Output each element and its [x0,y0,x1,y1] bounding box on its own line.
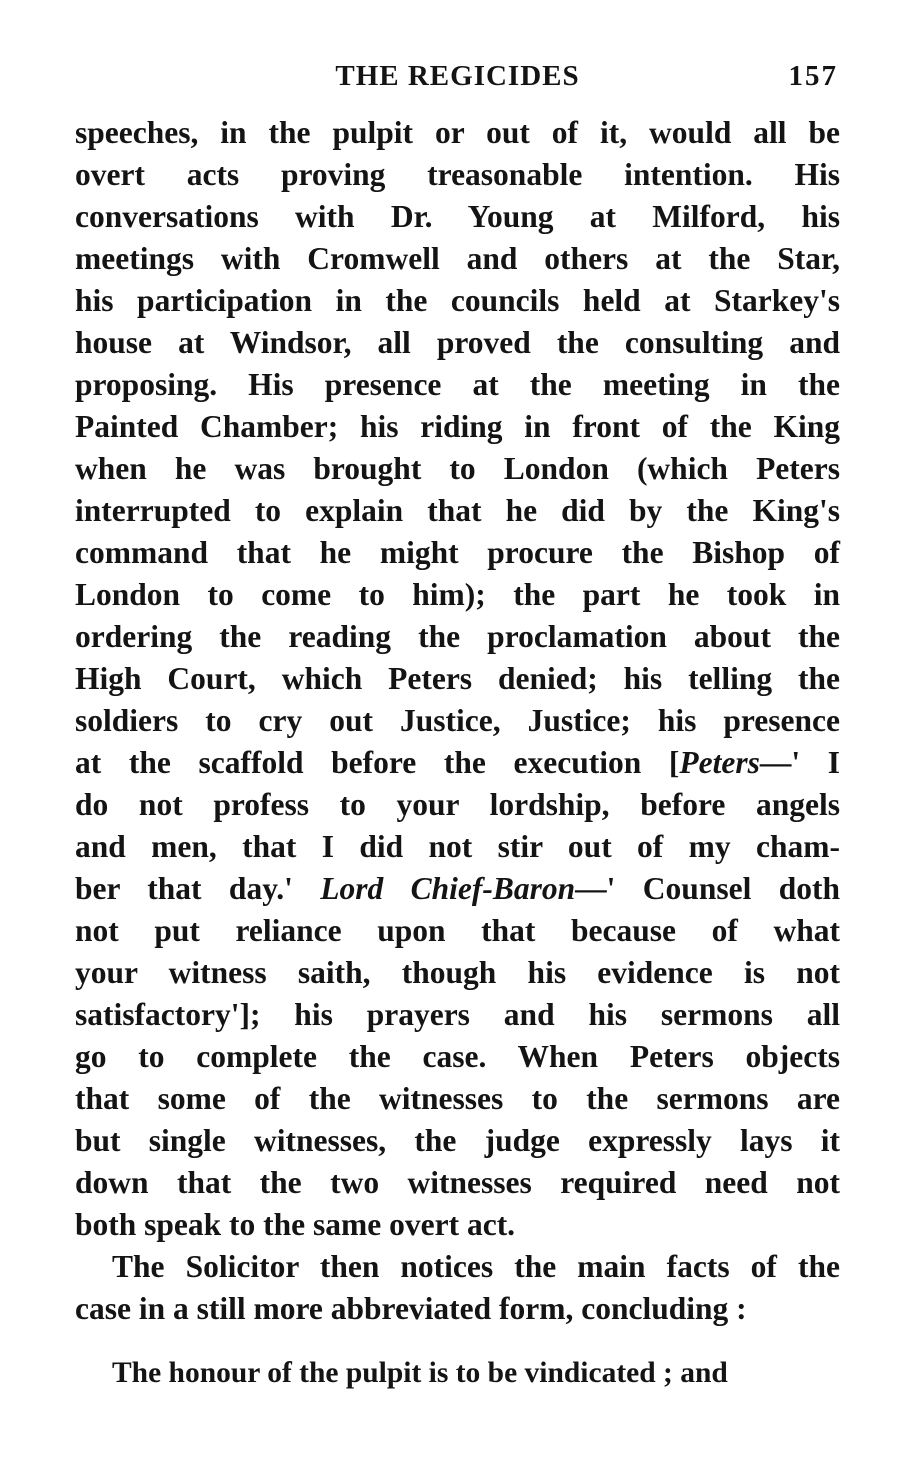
text-line: house at Windsor, all proved the consulting and [75,325,840,360]
text-line: High Court, which Peters denied; his telling the [75,661,840,696]
text-line: interrupted to explain that he did by the King's [75,493,840,528]
text-line: Painted Chamber; his riding in front of the King [75,409,840,444]
text-line-with-italic [75,868,840,910]
text-line: your witness saith, though his evidence is not [75,955,840,990]
block-quote [75,1352,840,1394]
text-segment: at the scaffold before the execution [ [75,745,680,780]
text-line: overt acts proving treasonable intention. His [75,157,840,192]
text-line: command that he might procure the Bishop of [75,535,840,570]
book-page [75,52,840,1394]
paragraph-1 [75,112,840,1246]
text-segment: —' Counsel doth [575,871,840,906]
text-line: both speak to the same overt act. [75,1207,516,1242]
text-line: London to come to him); the part he took in [75,577,840,612]
text-line: speeches, in the pulpit or out of it, would all be [75,115,840,150]
text-line: when he was brought to London (which Peters [75,451,840,486]
italic-speaker-name: Lord Chief-Baron [320,871,576,906]
text-line: that some of the witnesses to the sermons are [75,1081,840,1116]
text-line: and men, that I did not stir out of my cham- [75,829,840,864]
text-segment: —' I [759,745,840,780]
text-line: conversations with Dr. Young at Milford, his [75,199,840,234]
text-line: case in a still more abbreviated form, concluding : [75,1291,747,1326]
text-line: The Solicitor then notices the main facts of the [112,1249,840,1284]
text-line: not put reliance upon that because of what [75,913,840,948]
text-line: soldiers to cry out Justice, Justice; his presence [75,703,840,738]
running-head [75,52,840,102]
text-line: down that the two witnesses required need not [75,1165,840,1200]
text-line: go to complete the case. When Peters objects [75,1039,840,1074]
text-line: ordering the reading the proclamation about the [75,619,840,654]
text-line: meetings with Cromwell and others at the Star, [75,241,840,276]
paragraph-2 [75,1246,840,1330]
page-number: 157 [788,60,838,92]
text-segment: ber that day.' [75,871,321,906]
text-line-with-italic [75,742,840,784]
italic-speaker-name: Peters [679,745,760,780]
text-line: but single witnesses, the judge expressly lays it [75,1123,840,1158]
text-line: proposing. His presence at the meeting in the [75,367,840,402]
quote-line: The honour of the pulpit is to be vindicated ; and [112,1357,728,1389]
text-line: do not profess to your lordship, before angels [75,787,840,822]
text-line: satisfactory']; his prayers and his sermons all [75,997,840,1032]
text-line: his participation in the councils held at Starkey's [75,283,840,318]
running-title: THE REGICIDES [335,60,580,92]
